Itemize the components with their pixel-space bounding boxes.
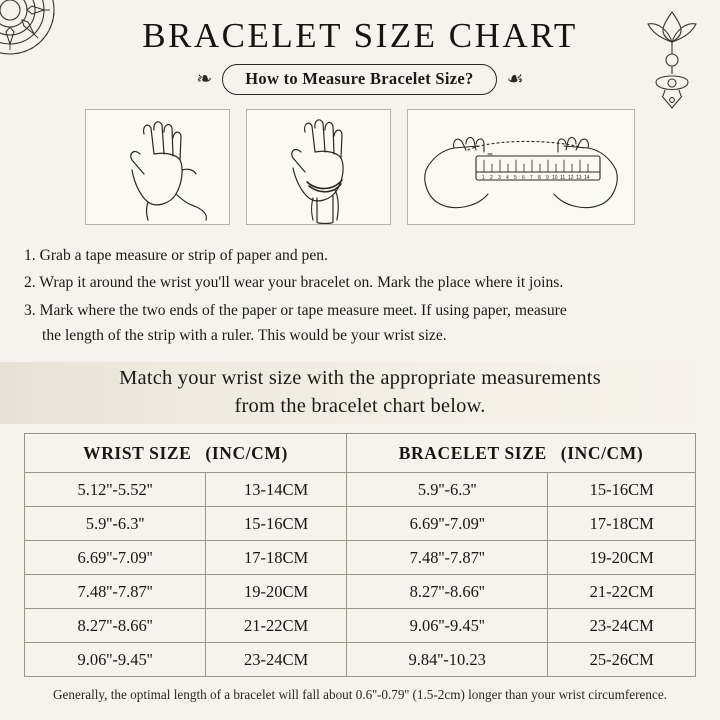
bracelet-cm-cell: 17-18CM xyxy=(548,507,696,541)
instruction-steps xyxy=(24,243,696,348)
bracelet-size-header xyxy=(347,434,696,473)
step-text: 1. Grab a tape measure or strip of paper and pen. xyxy=(24,247,328,264)
svg-text:14: 14 xyxy=(584,175,590,181)
bracelet-inch-cell: 9.84''-10.23 xyxy=(347,643,548,677)
table-row xyxy=(25,541,696,575)
bracelet-inch-cell: 6.69''-7.09'' xyxy=(347,507,548,541)
banner-line-2: from the bracelet chart below. xyxy=(234,395,486,417)
table-row xyxy=(25,609,696,643)
hand-wrapping-wrist-illustration xyxy=(246,109,391,225)
wrist-inch-cell: 8.27''-8.66'' xyxy=(25,609,206,643)
footnote: Generally, the optimal length of a bracelet will fall about 0.6''-0.79'' (1.5-2cm) longer than your wrist circumference. xyxy=(53,687,667,702)
table-header-row xyxy=(25,434,696,473)
step-text: 3. Mark where the two ends of the paper or tape measure meet. If using paper, measure xyxy=(24,301,567,319)
svg-text:10: 10 xyxy=(552,175,558,181)
bracelet-cm-cell: 25-26CM xyxy=(548,643,696,677)
svg-text:4: 4 xyxy=(506,175,509,181)
svg-text:9: 9 xyxy=(546,175,549,181)
wrist-size-label: WRIST SIZE xyxy=(83,442,192,463)
page-title: BRACELET SIZE CHART xyxy=(142,16,578,55)
svg-text:7: 7 xyxy=(530,175,533,181)
svg-text:5: 5 xyxy=(514,175,517,181)
wrist-inch-cell: 6.69''-7.09'' xyxy=(25,541,206,575)
banner-line-1: Match your wrist size with the appropriate measurements xyxy=(119,367,601,390)
wrist-inch-cell: 5.9''-6.3'' xyxy=(25,507,206,541)
wrist-inch-cell: 5.12''-5.52'' xyxy=(25,473,206,507)
table-row xyxy=(25,507,696,541)
bracelet-cm-cell: 19-20CM xyxy=(548,541,696,575)
list-item xyxy=(24,270,696,295)
table-row xyxy=(25,575,696,609)
bracelet-inch-cell: 9.06''-9.45'' xyxy=(347,609,548,643)
svg-text:3: 3 xyxy=(498,175,501,181)
svg-text:13: 13 xyxy=(576,175,582,181)
wrist-size-header xyxy=(25,434,347,473)
list-item xyxy=(24,298,696,349)
wrist-cm-cell: 17-18CM xyxy=(206,541,347,575)
wrist-cm-cell: 23-24CM xyxy=(206,643,347,677)
svg-text:8: 8 xyxy=(538,175,541,181)
bracelet-inch-cell: 7.48''-7.87'' xyxy=(347,541,548,575)
list-item xyxy=(24,243,696,268)
svg-text:12: 12 xyxy=(568,175,574,181)
step-text-continued: the length of the strip with a ruler. This would be your wrist size. xyxy=(42,326,447,344)
step-text: 2. Wrap it around the wrist you'll wear your bracelet on. Mark the place where it joins. xyxy=(24,274,564,292)
bracelet-size-unit: (INC/CM) xyxy=(560,442,644,463)
bracelet-inch-cell: 5.9''-6.3'' xyxy=(347,473,548,507)
svg-text:6: 6 xyxy=(522,175,525,181)
svg-text:1: 1 xyxy=(482,175,485,181)
svg-text:2: 2 xyxy=(490,175,493,181)
svg-text:11: 11 xyxy=(560,175,566,181)
bracelet-cm-cell: 21-22CM xyxy=(548,575,696,609)
illustration-row xyxy=(0,109,720,225)
wrist-cm-cell: 21-22CM xyxy=(206,609,347,643)
flourish-left-icon: ❧ xyxy=(196,69,213,90)
table-row xyxy=(25,473,696,507)
wrist-inch-cell: 9.06''-9.45'' xyxy=(25,643,206,677)
table-row xyxy=(25,643,696,677)
bracelet-cm-cell: 23-24CM xyxy=(548,609,696,643)
bracelet-inch-cell: 8.27''-8.66'' xyxy=(347,575,548,609)
wrist-size-unit: (INC/CM) xyxy=(205,442,288,463)
wrist-cm-cell: 15-16CM xyxy=(206,507,347,541)
hands-measuring-with-ruler-illustration xyxy=(407,109,635,225)
hand-with-tape-illustration xyxy=(85,109,230,225)
size-chart-table xyxy=(24,433,696,677)
bracelet-cm-cell: 15-16CM xyxy=(548,473,696,507)
wrist-cm-cell: 13-14CM xyxy=(206,473,347,507)
wrist-cm-cell: 19-20CM xyxy=(206,575,347,609)
subtitle-row xyxy=(0,64,720,95)
match-size-banner xyxy=(0,362,720,424)
bracelet-size-label: BRACELET SIZE xyxy=(398,442,547,463)
wrist-inch-cell: 7.48''-7.87'' xyxy=(25,575,206,609)
flourish-right-icon: ☙ xyxy=(506,69,524,90)
subtitle-pill: How to Measure Bracelet Size? xyxy=(222,64,496,95)
